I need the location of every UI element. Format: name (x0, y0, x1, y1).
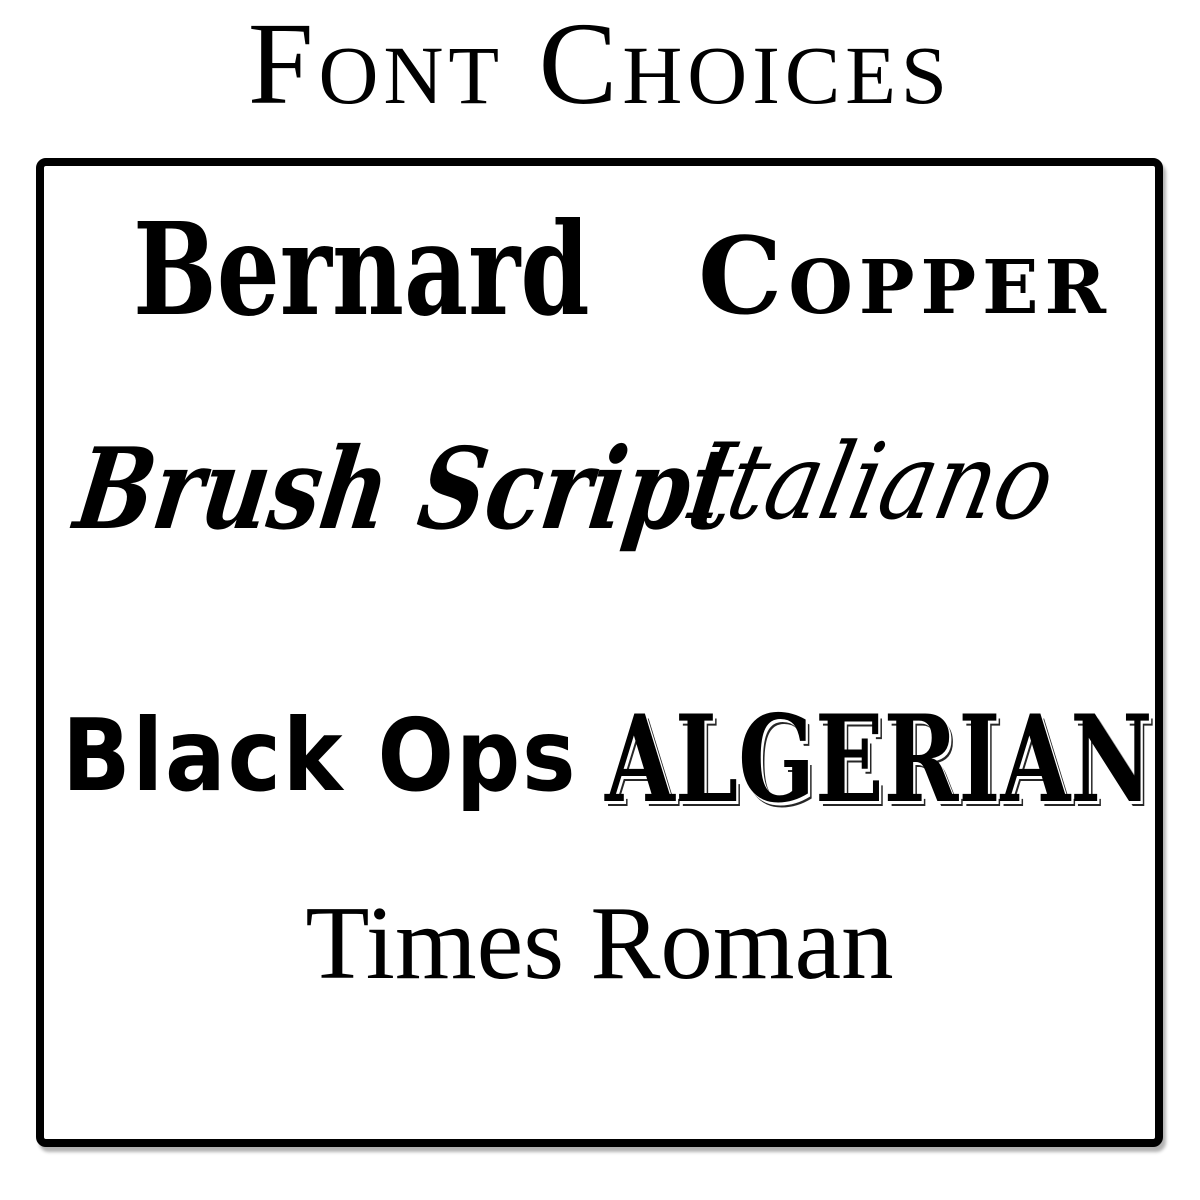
font-sample-brush-script: Brush Script (67, 424, 742, 555)
font-sample-black-ops: Black Ops (62, 697, 578, 814)
font-sample-italiano: Italiano (680, 421, 1065, 543)
font-samples-panel (36, 158, 1163, 1147)
page-title: Font Choices (247, 0, 953, 129)
font-sample-bernard: Bernard (133, 195, 590, 344)
font-sample-copper: Copper (698, 213, 1113, 338)
font-sample-times-roman: Times Roman (305, 884, 894, 1001)
font-sample-algerian: ALGERIAN (605, 689, 1153, 830)
